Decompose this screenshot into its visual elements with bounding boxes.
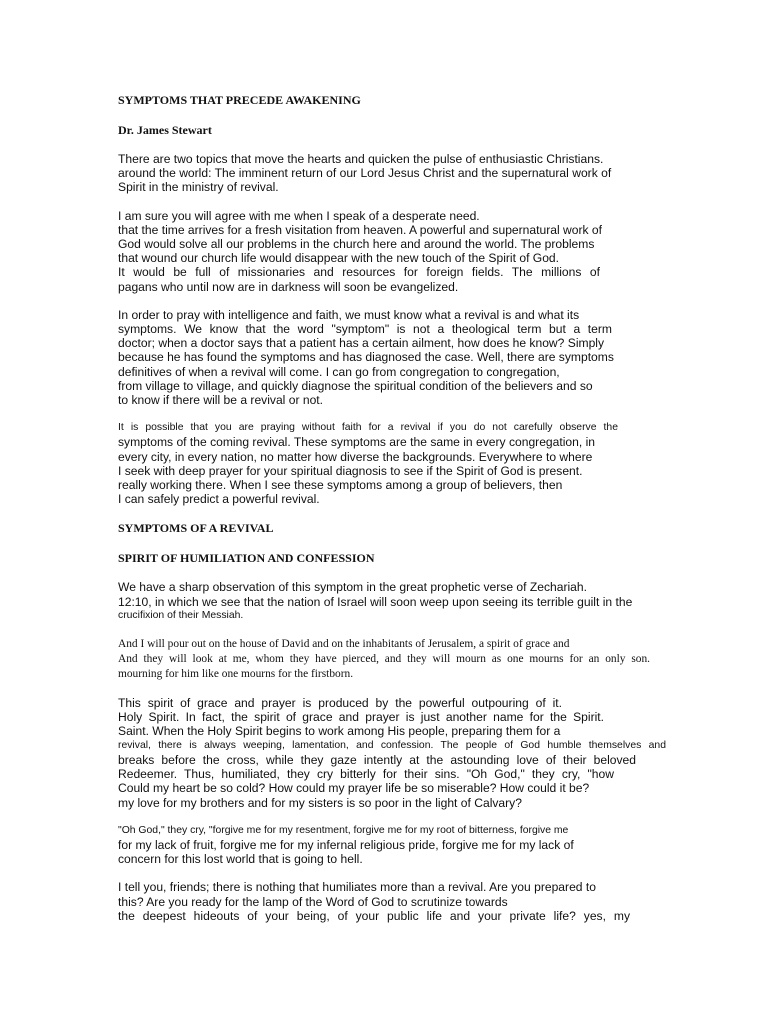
text-line: Spirit in the ministry of revival. xyxy=(118,180,279,195)
paragraph-7 xyxy=(118,824,660,867)
text-line: I tell you, friends; there is nothing that humiliates more than a revival. Are you prepared to xyxy=(118,880,596,895)
text-line: revival, there is always weeping, lamentation, and confession. The people of God humble themselves and xyxy=(118,739,666,751)
section-heading-humiliation: SPIRIT OF HUMILIATION AND CONFESSION xyxy=(118,551,375,566)
text-line: "Oh God," they cry, "forgive me for my resentment, forgive me for my root of bitterness, forgive me xyxy=(118,824,569,836)
text-line: Saint. When the Holy Spirit begins to work among His people, preparing them for a xyxy=(118,724,561,739)
scripture-quote xyxy=(118,637,660,682)
text-line: this? Are you ready for the lamp of the Word of God to scrutinize towards xyxy=(118,894,508,909)
text-line: from village to village, and quickly diagnose the spiritual condition of the believers and so xyxy=(118,378,593,393)
text-line: that wound our church life would disappear with the new touch of the Spirit of God. xyxy=(118,251,560,266)
text-line: It would be full of missionaries and resources for foreign fields. The millions of xyxy=(118,265,600,280)
paragraph-6 xyxy=(118,696,666,810)
quote-line: And they will look at me, whom they have pierced, and they will mourn as one mourns for an only son. xyxy=(118,653,650,666)
document-body xyxy=(118,92,666,937)
text-line: In order to pray with intelligence and faith, we must know what a revival is and what its xyxy=(118,307,580,322)
section-heading-symptoms: SYMPTOMS OF A REVIVAL xyxy=(118,521,274,536)
text-line: crucifixion of their Messiah. xyxy=(118,609,244,621)
paragraph-1 xyxy=(118,152,660,195)
text-line: 12:10, in which we see that the nation of Israel will soon weep upon seeing its terrible guilt in the xyxy=(118,594,633,609)
text-line: breaks before the cross, while they gaze intently at the astounding love of their beloved xyxy=(118,752,636,767)
paragraph-2 xyxy=(118,209,660,294)
paragraph-4 xyxy=(118,421,660,506)
text-line: I am sure you will agree with me when I speak of a desperate need. xyxy=(118,208,480,223)
text-line: I can safely predict a powerful revival. xyxy=(118,492,320,507)
text-line: definitives of when a revival will come. I can go from congregation to congregation, xyxy=(118,364,560,379)
text-line: because he has found the symptoms and has diagnosed the case. Well, there are symptoms xyxy=(118,350,614,365)
paragraph-5 xyxy=(118,580,660,623)
text-line: the deepest hideouts of your being, of your public life and your private life? yes, my xyxy=(118,908,630,923)
document-author: Dr. James Stewart xyxy=(118,123,212,137)
text-line: We have a sharp observation of this symptom in the great prophetic verse of Zechariah. xyxy=(118,580,587,595)
text-line: It is possible that you are praying without faith for a revival if you do not carefully observe the xyxy=(118,422,618,434)
quote-line: mourning for him like one mourns for the firstborn. xyxy=(118,668,354,681)
text-line: This spirit of grace and prayer is produced by the powerful outpouring of it. xyxy=(118,696,562,711)
paragraph-3 xyxy=(118,308,660,407)
text-line: There are two topics that move the hearts and quicken the pulse of enthusiastic Christians. xyxy=(118,152,604,166)
text-line: concern for this lost world that is going to hell. xyxy=(118,852,363,867)
text-line: God would solve all our problems in the church here and around the world. The problems xyxy=(118,237,595,252)
text-line: I seek with deep prayer for your spiritual diagnosis to see if the Spirit of God is present. xyxy=(118,463,583,478)
paragraph-8 xyxy=(118,880,660,923)
text-line: that the time arrives for a fresh visitation from heaven. A powerful and supernatural work of xyxy=(118,222,602,237)
text-line: pagans who until now are in darkness will soon be evangelized. xyxy=(118,279,459,294)
text-line: to know if there will be a revival or not. xyxy=(118,393,324,408)
text-line: around the world: The imminent return of our Lord Jesus Christ and the supernatural work of xyxy=(118,166,612,181)
text-line: my love for my brothers and for my sisters is so poor in the light of Calvary? xyxy=(118,795,522,810)
quote-line: And I will pour out on the house of David and on the inhabitants of Jerusalem, a spirit of grace and xyxy=(118,638,570,651)
text-line: Holy Spirit. In fact, the spirit of grace and prayer is just another name for the Spirit. xyxy=(118,710,604,725)
text-line: Redeemer. Thus, humiliated, they cry bitterly for their sins. "Oh God," they cry, "how xyxy=(118,767,614,782)
text-line: really working there. When I see these symptoms among a group of believers, then xyxy=(118,478,563,493)
document-title: SYMPTOMS THAT PRECEDE AWAKENING xyxy=(118,93,361,107)
text-line: symptoms of the coming revival. These symptoms are the same in every congregation, in xyxy=(118,435,596,450)
text-line: doctor; when a doctor says that a patient has a certain ailment, how does he know? Simply xyxy=(118,336,605,351)
text-line: for my lack of fruit, forgive me for my infernal religious pride, forgive me for my lack of xyxy=(118,837,574,852)
text-line: Could my heart be so cold? How could my prayer life be so miserable? How could it be? xyxy=(118,781,590,796)
text-line: every city, in every nation, no matter how diverse the backgrounds. Everywhere to where xyxy=(118,449,593,464)
text-line: symptoms. We know that the word "symptom" is not a theological term but a term xyxy=(118,322,612,337)
